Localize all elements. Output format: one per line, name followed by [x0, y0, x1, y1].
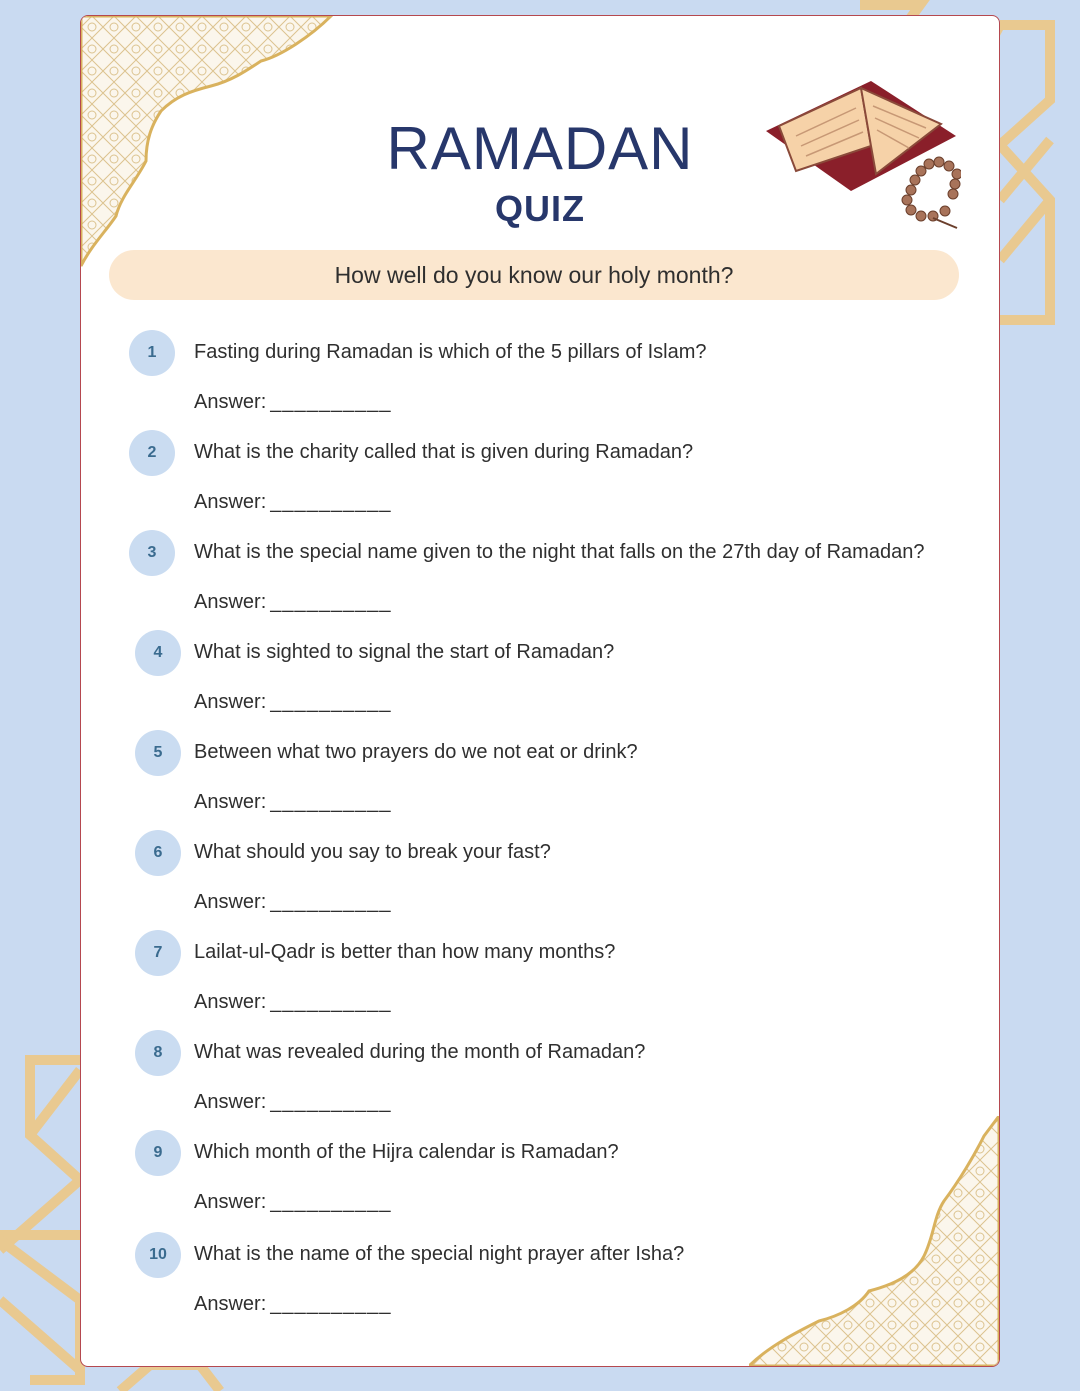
answer-blank[interactable]: __________: [270, 891, 392, 913]
answer-label: Answer:: [194, 891, 267, 913]
answer-blank[interactable]: __________: [270, 991, 392, 1013]
question-number-badge: 5: [135, 730, 181, 776]
prayer-beads-icon: [902, 157, 961, 221]
answer-line[interactable]: [194, 891, 391, 914]
answer-line[interactable]: [194, 1191, 391, 1214]
answer-blank[interactable]: __________: [270, 1091, 392, 1113]
question-text: What is the charity called that is given during Ramadan?: [194, 441, 694, 463]
answer-blank[interactable]: __________: [270, 491, 392, 513]
answer-line[interactable]: [194, 1293, 391, 1316]
question-item: [81, 1238, 999, 1338]
question-number-badge: 8: [135, 1030, 181, 1076]
open-book-icon: [761, 66, 961, 236]
question-item: [81, 836, 999, 936]
question-text: What should you say to break your fast?: [194, 841, 551, 863]
question-number-badge: 9: [135, 1130, 181, 1176]
answer-label: Answer:: [194, 1091, 267, 1113]
question-text: Between what two prayers do we not eat or drink?: [194, 741, 638, 763]
question-number-badge: 3: [129, 530, 175, 576]
answer-label: Answer:: [194, 1191, 267, 1213]
question-item: [81, 1136, 999, 1236]
answer-label: Answer:: [194, 491, 267, 513]
title-text: RAMADAN: [386, 115, 694, 182]
question-text: What is the name of the special night prayer after Isha?: [194, 1243, 685, 1265]
question-item: [81, 1036, 999, 1136]
question-number-badge: 7: [135, 930, 181, 976]
answer-line[interactable]: [194, 591, 391, 614]
answer-blank[interactable]: __________: [270, 1191, 392, 1213]
question-number-badge: 6: [135, 830, 181, 876]
page-subtitle: QUIZ: [495, 188, 585, 229]
question-number-badge: 1: [129, 330, 175, 376]
question-text: What is sighted to signal the start of Ramadan?: [194, 641, 615, 663]
question-item: [81, 936, 999, 1036]
question-number-badge: 4: [135, 630, 181, 676]
answer-line[interactable]: [194, 1091, 391, 1114]
answer-blank[interactable]: __________: [270, 391, 392, 413]
question-text: Fasting during Ramadan is which of the 5 pillars of Islam?: [194, 341, 707, 363]
question-text: What was revealed during the month of Ramadan?: [194, 1041, 646, 1063]
answer-label: Answer:: [194, 1293, 267, 1315]
quiz-sheet: [80, 15, 1000, 1367]
question-item: [81, 636, 999, 736]
question-number-badge: 2: [129, 430, 175, 476]
intro-banner: How well do you know our holy month?: [109, 250, 959, 300]
answer-label: Answer:: [194, 991, 267, 1013]
answer-line[interactable]: [194, 791, 391, 814]
answer-line[interactable]: [194, 491, 391, 514]
question-text: Lailat-ul-Qadr is better than how many months?: [194, 941, 616, 963]
question-item: [81, 336, 999, 436]
question-item: [81, 736, 999, 836]
question-item: [81, 436, 999, 536]
answer-label: Answer:: [194, 791, 267, 813]
answer-line[interactable]: [194, 691, 391, 714]
question-text: What is the special name given to the night that falls on the 27th day of Ramadan?: [194, 541, 925, 563]
answer-blank[interactable]: __________: [270, 791, 392, 813]
answer-blank[interactable]: __________: [270, 1293, 392, 1315]
answer-line[interactable]: [194, 991, 391, 1014]
question-number-badge: 10: [135, 1232, 181, 1278]
answer-line[interactable]: [194, 391, 391, 414]
answer-blank[interactable]: __________: [270, 691, 392, 713]
answer-blank[interactable]: __________: [270, 591, 392, 613]
answer-label: Answer:: [194, 691, 267, 713]
question-item: [81, 536, 999, 636]
question-text: Which month of the Hijra calendar is Ramadan?: [194, 1141, 619, 1163]
answer-label: Answer:: [194, 391, 267, 413]
answer-label: Answer:: [194, 591, 267, 613]
